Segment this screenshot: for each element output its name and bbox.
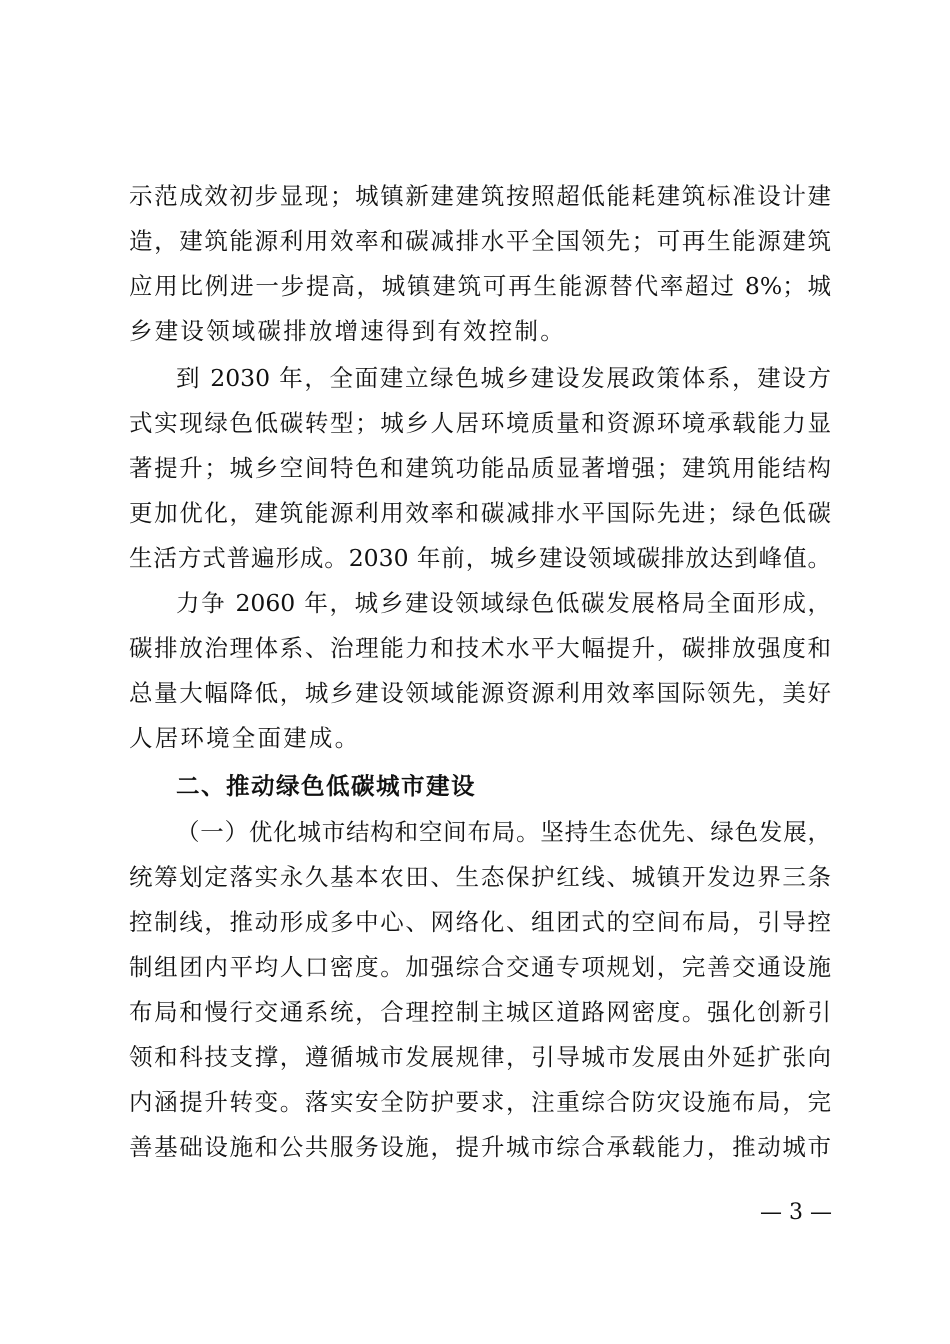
paragraph-2-line-4: 更加优化，建筑能源利用效率和碳减排水平国际先进；绿色低碳 [129, 499, 831, 527]
paragraph-3-line-2: 碳排放治理体系、治理能力和技术水平大幅提升，碳排放强度和 [129, 634, 831, 662]
paragraph-4-line-2: 统筹划定落实永久基本农田、生态保护红线、城镇开发边界三条 [129, 863, 831, 891]
paragraph-1-line-3: 应用比例进一步提高，城镇建筑可再生能源替代率超过 8%；城 [129, 272, 831, 300]
paragraph-1-line-2: 造，建筑能源利用效率和碳减排水平全国领先；可再生能源建筑 [129, 227, 831, 255]
paragraph-2-line-2: 式实现绿色低碳转型；城乡人居环境质量和资源环境承载能力显 [129, 409, 831, 437]
paragraph-2-line-3: 著提升；城乡空间特色和建筑功能品质显著增强；建筑用能结构 [129, 454, 831, 482]
paragraph-4-line-7: 内涵提升转变。落实安全防护要求，注重综合防灾设施布局，完 [129, 1088, 831, 1116]
paragraph-3-line-3: 总量大幅降低，城乡建设领域能源资源利用效率国际领先，美好 [129, 679, 831, 707]
paragraph-1-line-1: 示范成效初步显现；城镇新建建筑按照超低能耗建筑标准设计建 [129, 182, 831, 210]
paragraph-4-line-6: 领和科技支撑，遵循城市发展规律，引导城市发展由外延扩张向 [129, 1043, 831, 1071]
paragraph-4-line-1: （一）优化城市结构和空间布局。坚持生态优先、绿色发展， [176, 818, 831, 846]
paragraph-2-line-5: 生活方式普遍形成。2030 年前，城乡建设领域碳排放达到峰值。 [129, 544, 831, 572]
paragraph-4-line-8: 善基础设施和公共服务设施，提升城市综合承载能力，推动城市 [129, 1133, 831, 1161]
paragraph-4-line-5: 布局和慢行交通系统，合理控制主城区道路网密度。强化创新引 [129, 998, 831, 1026]
paragraph-1-line-4: 乡建设领域碳排放增速得到有效控制。 [129, 317, 566, 345]
paragraph-3-line-4: 人居环境全面建成。 [129, 724, 361, 752]
page-number: — 3 — [760, 1200, 832, 1225]
section-heading: 二、推动绿色低碳城市建设 [176, 772, 476, 800]
paragraph-3-line-1: 力争 2060 年，城乡建设领域绿色低碳发展格局全面形成， [176, 589, 831, 617]
paragraph-2-line-1: 到 2030 年，全面建立绿色城乡建设发展政策体系，建设方 [176, 364, 831, 392]
paragraph-4-line-3: 控制线，推动形成多中心、网络化、组团式的空间布局，引导控 [129, 908, 831, 936]
paragraph-4-line-4: 制组团内平均人口密度。加强综合交通专项规划，完善交通设施 [129, 953, 831, 981]
